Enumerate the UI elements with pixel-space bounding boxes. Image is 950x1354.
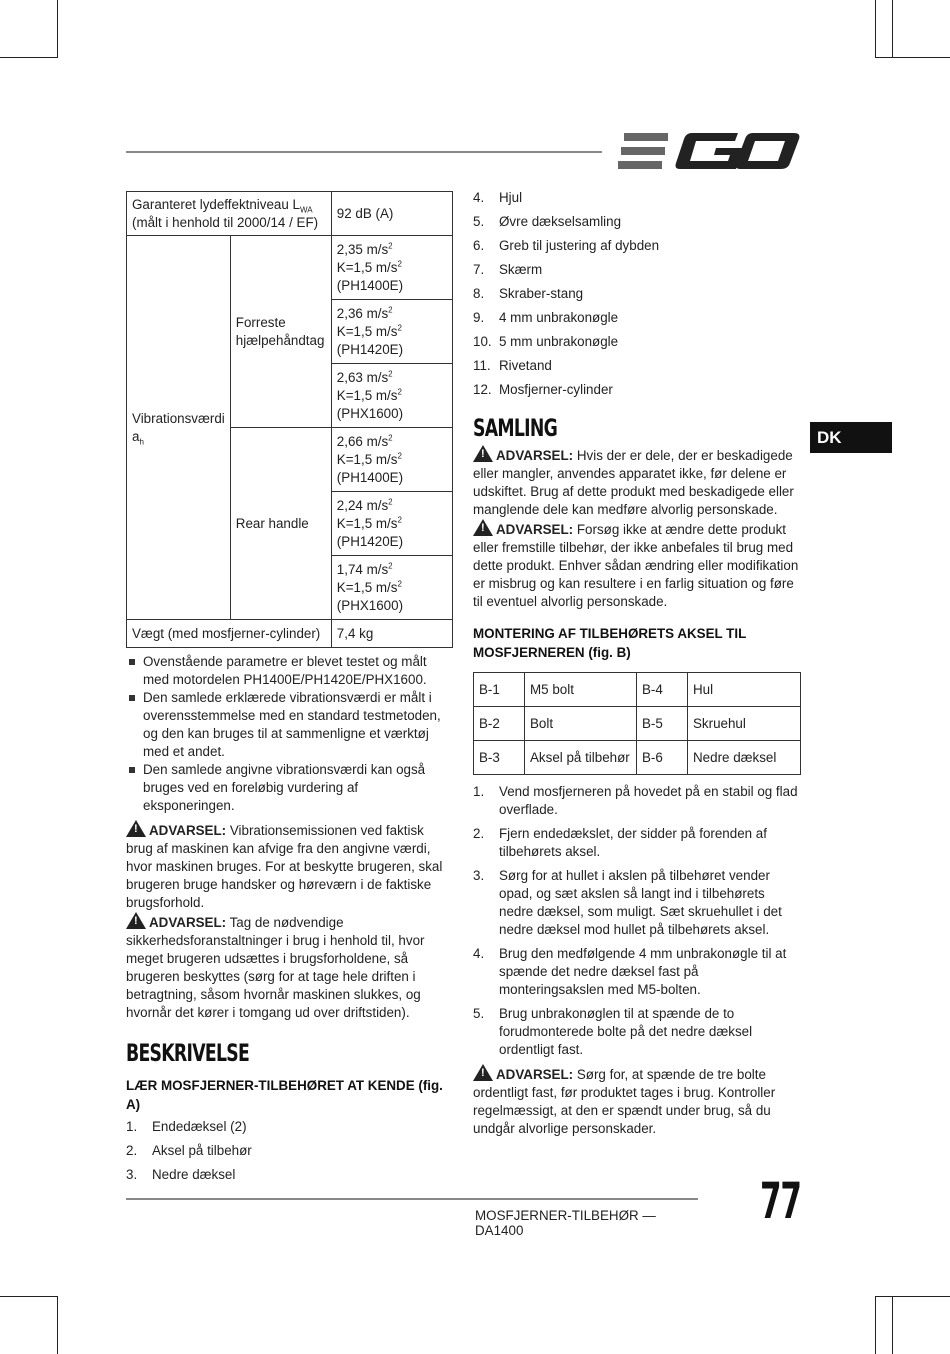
item-text: Mosfjerner-cylinder: [499, 382, 613, 397]
item-number: 8.: [473, 286, 485, 301]
section-heading: SAMLING: [473, 414, 558, 442]
list-item: [126, 1142, 453, 1160]
crop-mark: [57, 0, 58, 58]
warning-icon: [473, 1064, 493, 1081]
table-row: [474, 673, 801, 707]
list-item: [473, 285, 801, 303]
spec-label: a: [132, 428, 140, 444]
warning-paragraph: [126, 820, 453, 912]
footer-rule: [126, 1198, 698, 1200]
item-text: Endedæksel (2): [152, 1119, 247, 1134]
sup: 2: [397, 579, 402, 589]
item-number: 7.: [473, 262, 485, 277]
spec-value: K=1,5 m/s: [336, 451, 398, 467]
crop-mark: [0, 57, 58, 58]
warning-icon: [473, 445, 493, 462]
steps-list: [473, 783, 801, 1059]
list-item: [473, 783, 801, 819]
list-item: [473, 213, 801, 231]
item-number: 6.: [473, 238, 485, 253]
table-row: [127, 192, 453, 236]
warning-paragraph: [126, 912, 453, 1022]
spec-value: K=1,5 m/s: [336, 515, 398, 531]
spec-value: (PH1400E): [336, 277, 404, 293]
table-row: [127, 620, 453, 648]
language-tab: DK: [810, 422, 892, 453]
list-item: [126, 1166, 453, 1184]
parts-table: [473, 672, 801, 775]
table-cell: Bolt: [525, 707, 637, 741]
subsection-heading: LÆR MOSFJERNER-TILBEHØRET AT KENDE (fig. A): [126, 1078, 443, 1112]
spec-label: Garanteret lydeffektniveau L: [132, 196, 300, 212]
spec-value: K=1,5 m/s: [336, 259, 398, 275]
table-row: [474, 741, 801, 775]
warning-text: Tag de nødvendige sikkerhedsforanstaltninger i brug i henhold til, hvor meget brugeren udsættes i brugsforholdene, så brugeren beskyttes (sørg for at tage hele driften i betragtning, såsom hvornår maskinen slukkes, og hvornår det kører i tomgang ud over driftstiden).: [126, 915, 425, 1020]
spec-sub: h: [139, 437, 144, 447]
item-number: 4.: [473, 946, 485, 961]
spec-label: Rear handle: [235, 515, 309, 531]
spec-cell: [331, 556, 452, 620]
item-number: 1.: [473, 784, 485, 799]
table-cell: B-1: [474, 673, 525, 707]
item-number: 2.: [473, 826, 485, 841]
subsection-heading: MONTERING AF TILBEHØRETS AKSEL TIL MOSFJERNEREN (fig. B): [473, 626, 747, 660]
sup: 2: [397, 451, 402, 461]
item-text: Greb til justering af dybden: [499, 238, 660, 253]
bullet-item: Den samlede erklærede vibrationsværdi er målt i overensstemmelse med en standard testmetoden, og den kan bruges til at sammenligne et værktøj med et andet.: [126, 689, 453, 761]
item-number: 12.: [473, 382, 492, 397]
spec-cell: [127, 620, 332, 648]
table-cell: B-3: [474, 741, 525, 775]
warning-icon: [126, 820, 146, 837]
bullet-list: [126, 653, 453, 815]
crop-mark: [875, 1296, 876, 1354]
parts-list: [126, 1118, 453, 1184]
spec-cell: [331, 364, 452, 428]
sup: 2: [397, 387, 402, 397]
spec-value: K=1,5 m/s: [336, 579, 398, 595]
spec-value: (PH1400E): [336, 469, 404, 485]
spec-label: Vibrationsværdi: [132, 410, 225, 426]
section-heading: BESKRIVELSE: [126, 1039, 250, 1067]
spec-table: [126, 191, 453, 648]
spec-cell: [127, 192, 332, 236]
warning-label: ADVARSEL:: [149, 915, 227, 930]
list-item: [473, 261, 801, 279]
spec-cell: [230, 236, 331, 428]
spec-sub: WA: [299, 205, 313, 215]
spec-value: (PH1420E): [336, 341, 404, 357]
table-row: [127, 236, 453, 300]
warning-paragraph: [473, 519, 801, 611]
warning-text: Forsøg ikke at ændre dette produkt eller fremstille tilbehør, der ikke anbefales til brug med dette produkt. Enhver sådan ændring eller modifikation er misbrug og kan resultere i en farlig situation og føre til eventuel alvorlig personskade.: [473, 522, 799, 609]
warning-text: Vibrationsemissionen ved faktisk brug af maskinen kan afvige fra den angivne værdi, hvor maskinen bruges. For at beskytte brugeren, skal brugeren bruge handsker og høreværn i de faktiske brugsforhold.: [126, 823, 443, 910]
spec-value: K=1,5 m/s: [336, 323, 398, 339]
warning-label: ADVARSEL:: [496, 1067, 574, 1082]
item-text: 5 mm unbrakonøgle: [499, 334, 619, 349]
item-text: Rivetand: [499, 358, 552, 373]
ego-logo: [618, 130, 800, 172]
item-number: 10.: [473, 334, 492, 349]
spec-label: Forreste hjælpehåndtag: [235, 314, 325, 348]
spec-cell: [331, 192, 452, 236]
item-text: 4 mm unbrakonøgle: [499, 310, 619, 325]
sup: 2: [397, 259, 402, 269]
spec-cell: [127, 236, 231, 620]
item-number: 1.: [126, 1119, 138, 1134]
item-text: Brug unbrakonøglen til at spænde de to forudmonterede bolte på det nedre dæksel ordentligt fast.: [499, 1006, 753, 1057]
crop-mark: [57, 1296, 58, 1354]
warning-label: ADVARSEL:: [496, 448, 574, 463]
list-item: [126, 1118, 453, 1136]
spec-value: 1,74 m/s: [336, 561, 389, 577]
item-text: Skærm: [499, 262, 543, 277]
item-number: 11.: [473, 358, 491, 373]
item-number: 5.: [473, 1006, 485, 1021]
item-text: Skraber-stang: [499, 286, 584, 301]
item-text: Aksel på tilbehør: [152, 1143, 252, 1158]
spec-value: 2,63 m/s: [336, 369, 389, 385]
spec-value: K=1,5 m/s: [336, 387, 398, 403]
left-column: [126, 191, 453, 1184]
table-cell: Aksel på tilbehør: [525, 741, 637, 775]
bullet-item: Ovenstående parametre er blevet testet og målt med motordelen PH1400E/PH1420E/PHX1600.: [126, 653, 453, 689]
table-cell: B-5: [637, 707, 688, 741]
list-item: [473, 333, 801, 351]
spec-label: Vægt (med mosfjerner-cylinder): [132, 625, 321, 641]
sup: 2: [388, 561, 393, 571]
crop-mark: [875, 0, 876, 58]
crop-mark: [875, 1296, 950, 1297]
warning-text: Sørg for, at spænde de tre bolte ordentligt fast, før produktet tages i brug. Kontroller regelmæssigt, at den er spændt under brug, så du undgår alvorlige personskader.: [473, 1067, 776, 1136]
warning-icon: [473, 519, 493, 536]
spec-value: 7,4 kg: [336, 625, 374, 641]
crop-mark: [875, 57, 950, 58]
table-cell: M5 bolt: [525, 673, 637, 707]
crop-mark: [892, 1296, 893, 1354]
warning-label: ADVARSEL:: [149, 823, 227, 838]
header-rule: [126, 151, 602, 153]
spec-label: (målt i henhold til 2000/14 / EF): [132, 214, 319, 230]
table-row: [474, 707, 801, 741]
item-number: 2.: [126, 1143, 138, 1158]
spec-value: 2,36 m/s: [336, 305, 389, 321]
list-item: [473, 1005, 801, 1059]
spec-value: 2,66 m/s: [336, 433, 389, 449]
item-number: 3.: [126, 1167, 138, 1182]
item-text: Vend mosfjerneren på hovedet på en stabil og flad overflade.: [499, 784, 798, 817]
item-number: 5.: [473, 214, 485, 229]
item-text: Brug den medfølgende 4 mm unbrakonøgle til at spænde det nedre dæksel fast på monteringsakslen med M5-bolten.: [499, 946, 787, 997]
item-text: Fjern endedækslet, der sidder på forenden af tilbehørets aksel.: [499, 826, 767, 859]
spec-cell: [230, 428, 331, 620]
item-text: Øvre dækselsamling: [499, 214, 622, 229]
spec-cell: [331, 300, 452, 364]
table-cell: Skruehul: [688, 707, 801, 741]
warning-paragraph: [473, 445, 801, 519]
table-cell: B-6: [637, 741, 688, 775]
spec-cell: [331, 620, 452, 648]
table-cell: B-2: [474, 707, 525, 741]
sup: 2: [388, 497, 393, 507]
warning-label: ADVARSEL:: [496, 522, 574, 537]
crop-mark: [892, 0, 893, 58]
list-item: [473, 825, 801, 861]
spec-value: 2,24 m/s: [336, 497, 389, 513]
list-item: [473, 381, 801, 399]
spec-cell: [331, 492, 452, 556]
crop-mark: [0, 1296, 58, 1297]
sup: 2: [397, 323, 402, 333]
warning-paragraph: [473, 1064, 801, 1138]
sup: 2: [388, 305, 393, 315]
warning-icon: [126, 912, 146, 929]
parts-list: [473, 189, 801, 399]
spec-cell: [331, 236, 452, 300]
sup: 2: [397, 515, 402, 525]
table-cell: B-4: [637, 673, 688, 707]
list-item: [473, 309, 801, 327]
table-cell: Hul: [688, 673, 801, 707]
sup: 2: [388, 241, 393, 251]
bullet-item: Den samlede angivne vibrationsværdi kan også bruges ved en foreløbig vurdering af eksponeringen.: [126, 761, 453, 815]
spec-value: 92 dB (A): [336, 205, 394, 221]
page-number: 77: [760, 1172, 801, 1230]
item-number: 9.: [473, 310, 485, 325]
item-number: 4.: [473, 190, 485, 205]
spec-value: (PHX1600): [336, 405, 404, 421]
list-item: [473, 237, 801, 255]
footer-title: MOSFJERNER-TILBEHØR — DA1400: [475, 1208, 656, 1238]
spec-cell: [331, 428, 452, 492]
item-number: 3.: [473, 868, 485, 883]
spec-value: (PH1420E): [336, 533, 404, 549]
table-cell: Nedre dæksel: [688, 741, 801, 775]
item-text: Hjul: [499, 190, 523, 205]
right-column: [473, 189, 801, 1138]
warning-text: Hvis der er dele, der er beskadigede eller mangler, anvendes apparatet ikke, før delene er udskiftet. Brug af dette produkt med beskadigede eller manglende dele kan medføre alvorlig personskade.: [473, 448, 794, 517]
sup: 2: [388, 433, 393, 443]
item-text: Nedre dæksel: [152, 1167, 236, 1182]
spec-value: (PHX1600): [336, 597, 404, 613]
list-item: [473, 189, 801, 207]
list-item: [473, 945, 801, 999]
spec-value: 2,35 m/s: [336, 241, 389, 257]
item-text: Sørg for at hullet i akslen på tilbehøret vender opad, og sæt akslen så langt ind i tilbehørets nedre dæksel, som muligt. Sæt skruehullet i det nedre dæksel mod hullet på tilbehørets aksel.: [499, 868, 782, 937]
sup: 2: [388, 369, 393, 379]
list-item: [473, 357, 801, 375]
list-item: [473, 867, 801, 939]
